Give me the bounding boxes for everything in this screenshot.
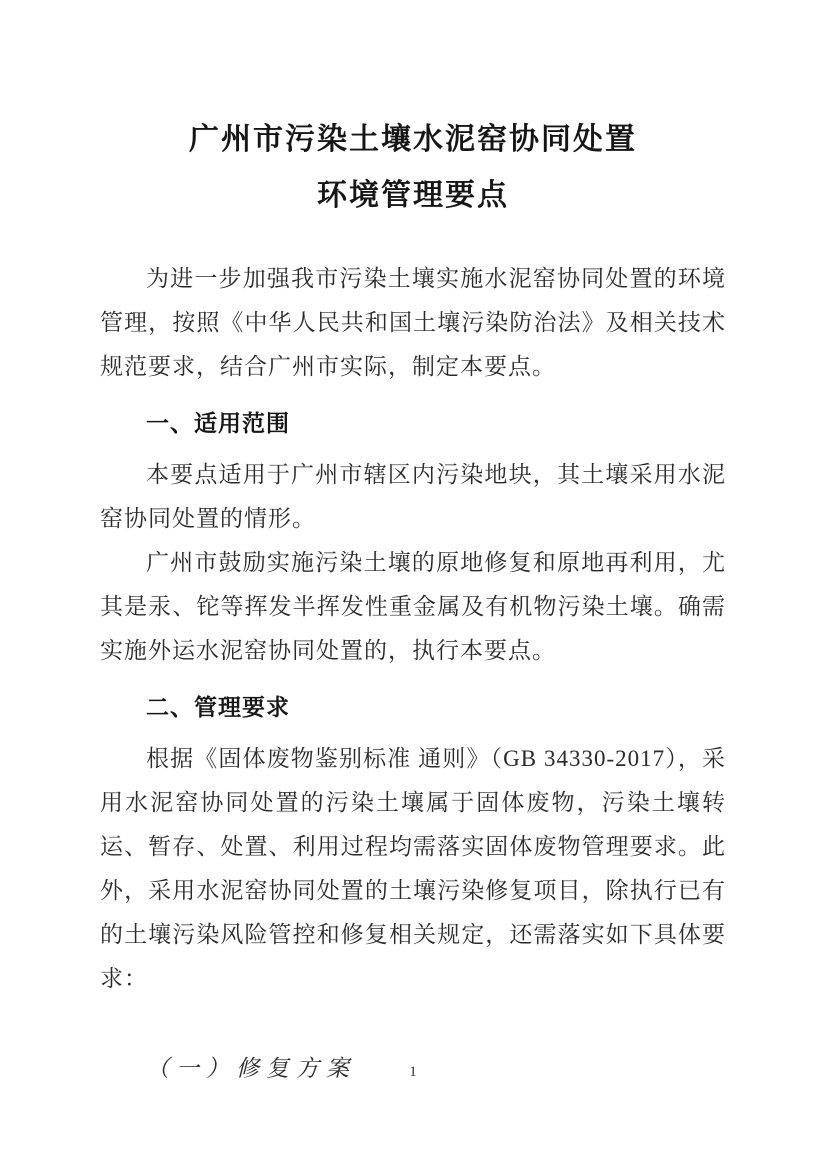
document-title-line1: 广州市污染土壤水泥窑协同处置 xyxy=(189,123,637,156)
intro-paragraph: 为进一步加强我市污染土壤实施水泥窑协同处置的环境管理，按照《中华人民共和国土壤污染防治法》及相关技术规范要求，结合广州市实际，制定本要点。 xyxy=(100,266,726,379)
subsection-heading-remediation-plan: （一）修复方案 xyxy=(146,1056,356,1081)
document-title-line2: 环境管理要点 xyxy=(317,179,509,212)
document-title xyxy=(100,112,726,224)
management-paragraph-1: 根据《固体废物鉴别标准 通则》（GB 34330-2017），采用水泥窑协同处置的污染土壤属于固体废物，污染土壤转运、暂存、处置、利用过程均需落实固体废物管理要求。此外，采用水泥窑协同处置的土壤污染修复项目，除执行已有的土壤污染风险管控和修复相关规定，还需落实如下具体要求： xyxy=(100,746,726,991)
page-number: 1 xyxy=(409,1064,417,1080)
scope-paragraph-1: 本要点适用于广州市辖区内污染地块，其土壤采用水泥窑协同处置的情形。 xyxy=(100,462,726,531)
section-heading-scope: 一、适用范围 xyxy=(146,410,290,436)
scope-paragraph-2: 广州市鼓励实施污染土壤的原地修复和原地再利用，尤其是汞、铊等挥发半挥发性重金属及有机物污染土壤。确需实施外运水泥窑协同处置的，执行本要点。 xyxy=(100,550,726,663)
section-heading-management: 二、管理要求 xyxy=(146,694,290,720)
